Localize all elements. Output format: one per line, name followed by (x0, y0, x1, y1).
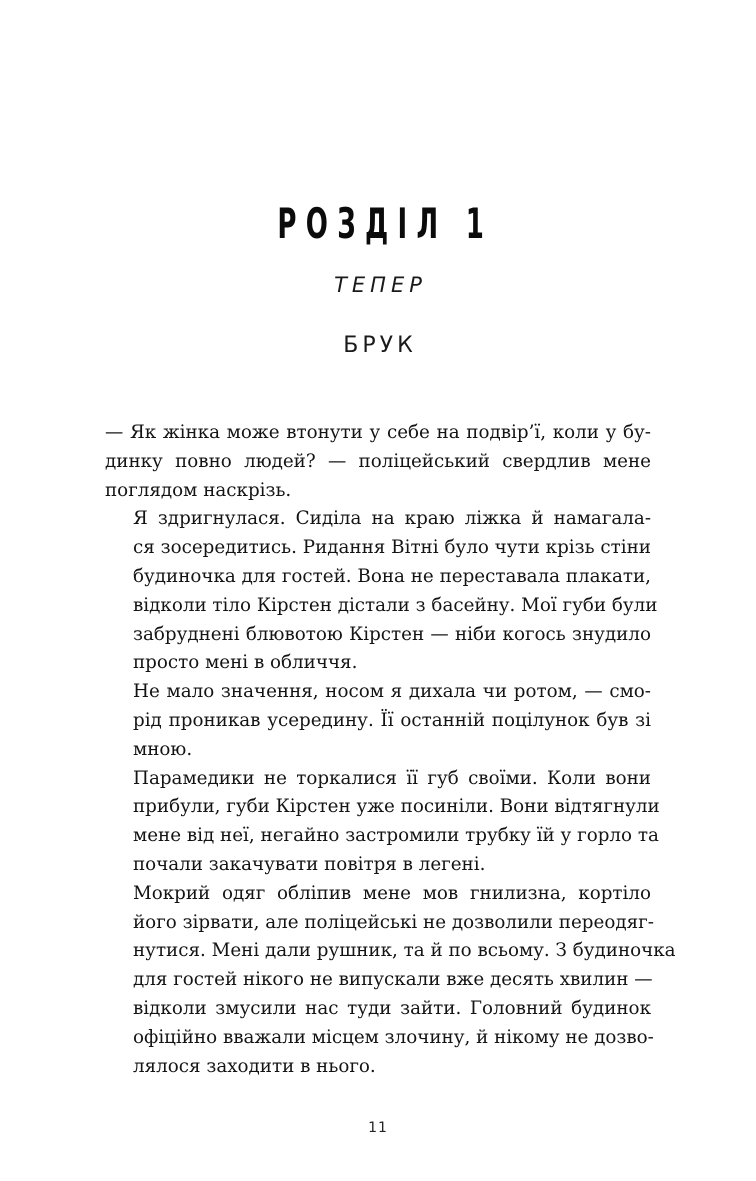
text-line: його зірвати, але поліцейські не дозволили переодяг- (133, 911, 654, 933)
text-line: просто мені в обличчя. (133, 652, 358, 674)
chapter-subtitle: ТЕПЕР (334, 273, 427, 297)
text-line: лялося заходити в нього. (133, 1055, 376, 1077)
chapter-title: РОЗДІЛ 1 (277, 199, 494, 248)
text-line: поглядом наскрізь. (105, 479, 292, 501)
text-line: Я здригнулася. Сиділа на краю ліжка й намагала- (133, 508, 651, 530)
text-line: відколи змусили нас туди зайти. Головний будинок (133, 997, 651, 1019)
paragraph (105, 765, 660, 880)
text-line: — Як жінка може втонути у себе на подвір’ї, коли у бу- (105, 422, 651, 443)
text-line: для гостей нікого не випускали вже десять хвилин — (133, 969, 653, 991)
text-line: офіційно вважали місцем злочину, й нікому не дозво- (133, 1026, 654, 1048)
text-line: Мокрий одяг обліпив мене мов гнилизна, кортіло (133, 882, 651, 904)
text-line: будиночка для гостей. Вона не переставала плакати, (133, 565, 651, 587)
text-line: нутися. Мені дали рушник, та й по всьому. З будиночка (133, 940, 676, 962)
text-line: забруднені блювотою Кірстен — ніби когось знудило (133, 623, 651, 645)
chapter-body (105, 419, 676, 1081)
paragraph (105, 419, 651, 505)
text-line: почали закачувати повітря в легені. (133, 853, 486, 875)
paragraph (105, 678, 651, 764)
paragraph (105, 880, 676, 1082)
text-line: Парамедики не торкалися її губ своїми. Коли вони (133, 767, 651, 789)
text-line: динку повно людей? — поліцейський свердлив мене (105, 450, 651, 472)
text-line: рід проникав усередину. Її останній поцілунок був зі (133, 709, 651, 731)
narrator-name: БРУК (343, 333, 417, 358)
text-line: ся зосередитись. Ридання Вітні було чути крізь стіни (133, 537, 651, 559)
text-line: Не мало значення, носом я дихала чи ротом, — смо- (133, 681, 651, 703)
page-number: 11 (368, 1120, 388, 1136)
text-line: мене від неї, негайно застромили трубку їй у горло та (133, 825, 659, 847)
text-line: мною. (133, 738, 193, 760)
text-line: прибули, губи Кірстен уже посиніли. Вони відтягнули (133, 796, 660, 818)
text-line: відколи тіло Кірстен дістали з басейну. Мої губи були (133, 594, 658, 616)
paragraph (105, 505, 658, 678)
